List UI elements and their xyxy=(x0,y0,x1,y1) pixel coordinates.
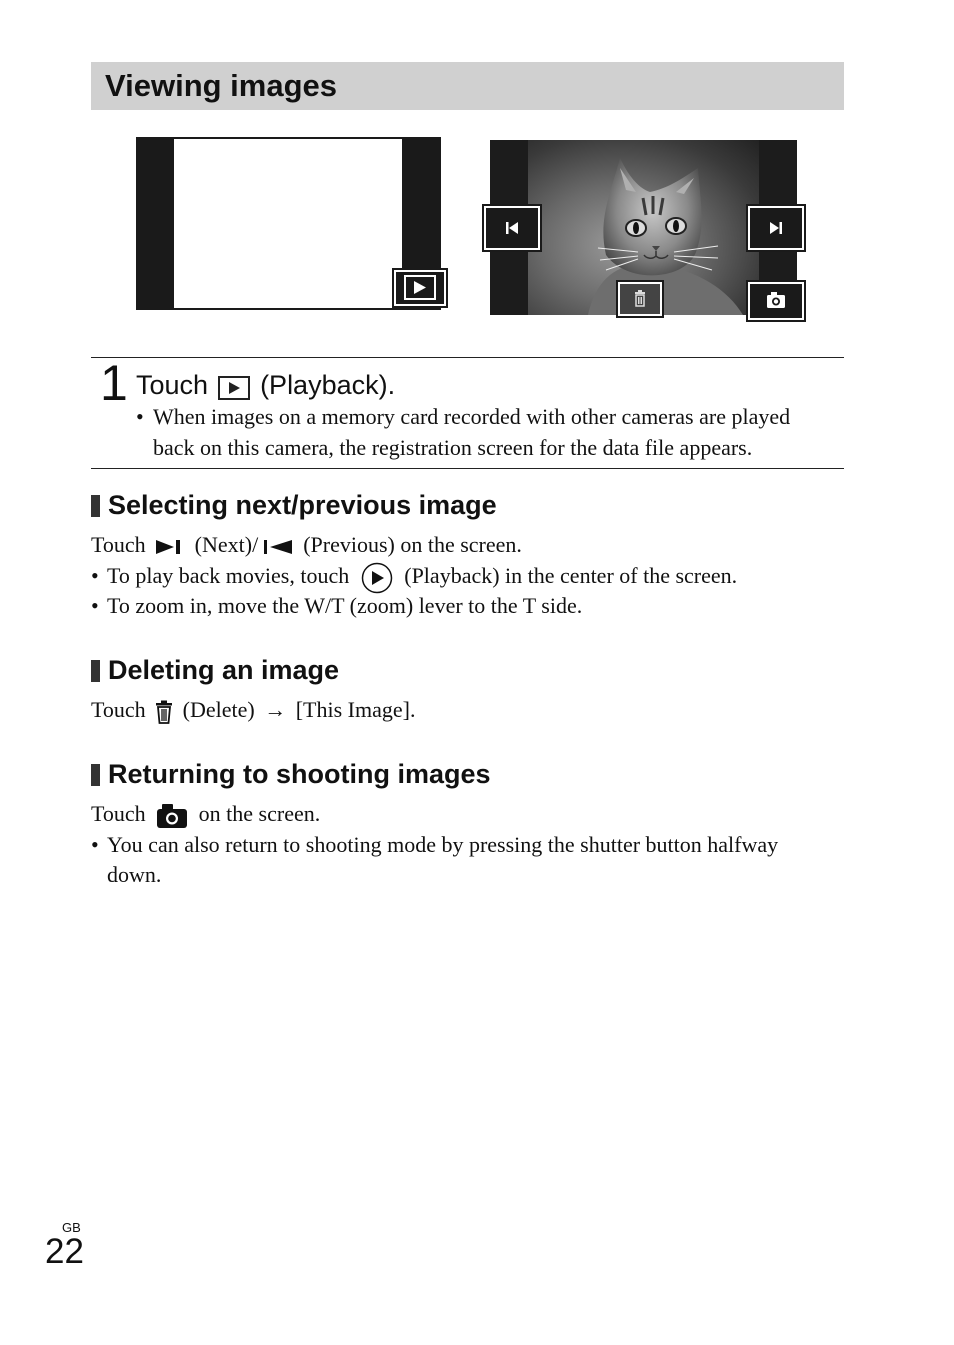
next-button[interactable] xyxy=(748,206,804,250)
heading-marker xyxy=(91,764,100,786)
shooting-mode-button[interactable] xyxy=(748,282,804,320)
arrow-icon: → xyxy=(264,697,287,722)
select-next: (Next)/ xyxy=(194,532,259,557)
select-bullet-2 xyxy=(91,591,583,621)
step-playback-label: (Playback). xyxy=(260,370,396,400)
playback-inline-icon xyxy=(218,376,250,400)
rule-top xyxy=(91,357,844,358)
heading-marker xyxy=(91,495,100,517)
play-circle-icon xyxy=(360,562,394,594)
select-bullet-1-line xyxy=(107,561,737,594)
delete-instruction xyxy=(91,695,415,725)
select-bullet-1 xyxy=(91,561,738,591)
trash-icon xyxy=(620,284,660,314)
bullet-dot: • xyxy=(91,832,99,857)
return-bullet-1-text: You can also return to shooting mode by pressing the shutter button halfway xyxy=(107,832,779,857)
return-instruction xyxy=(91,799,320,829)
step-touch-label: Touch xyxy=(136,370,209,400)
skip-next-inline-icon xyxy=(154,537,186,557)
playback-button[interactable] xyxy=(394,270,446,306)
skip-next-icon xyxy=(750,208,802,248)
return-rest: on the screen. xyxy=(198,801,321,826)
section-heading-delete xyxy=(91,655,339,686)
return-bullet-1 xyxy=(91,830,779,860)
heading-delete-text: Deleting an image xyxy=(108,655,340,685)
step-title xyxy=(136,370,395,401)
delete-touch: Touch xyxy=(91,697,146,722)
heading-return-text: Returning to shooting images xyxy=(108,759,491,789)
page-title: Viewing images xyxy=(105,68,338,103)
blank-screen xyxy=(174,139,402,308)
return-bullet-1-cont: down. xyxy=(107,862,162,887)
bullet-dot: • xyxy=(91,563,99,588)
select-touch: Touch xyxy=(91,532,146,557)
return-touch: Touch xyxy=(91,801,146,826)
heading-select-text: Selecting next/previous image xyxy=(108,490,497,520)
camera-inline-icon xyxy=(156,803,188,829)
select-instruction xyxy=(91,530,522,560)
select-bullet-2-text: To zoom in, move the W/T (zoom) lever to the T side. xyxy=(107,593,583,618)
page-number: 22 xyxy=(45,1232,84,1271)
camera-icon xyxy=(750,284,802,318)
delete-button[interactable] xyxy=(618,282,662,316)
screen-illustration-playback xyxy=(490,140,797,315)
step-note xyxy=(136,402,791,432)
bullet-dot: • xyxy=(136,404,144,429)
previous-button[interactable] xyxy=(484,206,540,250)
select-bullet-1-a: To play back movies, touch xyxy=(107,563,350,588)
rule-bottom xyxy=(91,468,844,469)
delete-label: (Delete) xyxy=(182,697,255,722)
skip-previous-inline-icon xyxy=(264,537,294,557)
delete-this-image: [This Image]. xyxy=(295,697,416,722)
bullet-dot: • xyxy=(91,593,99,618)
play-triangle-icon xyxy=(220,378,248,398)
skip-previous-icon xyxy=(486,208,538,248)
screen-illustration-before xyxy=(136,137,441,310)
trash-inline-icon xyxy=(154,700,174,724)
page-region-label: GB xyxy=(62,1220,81,1235)
section-heading-return xyxy=(91,759,491,790)
section-title-bar xyxy=(91,62,844,110)
step-note-cont: back on this camera, the registration screen for the data file appears. xyxy=(153,435,753,460)
step-note-text: When images on a memory card recorded with other cameras are played xyxy=(153,404,791,429)
section-heading-select xyxy=(91,490,497,521)
select-prev: (Previous) on the screen. xyxy=(303,532,522,557)
heading-marker xyxy=(91,660,100,682)
select-bullet-1-b: (Playback) in the center of the screen. xyxy=(404,563,738,588)
step-number: 1 xyxy=(100,355,128,411)
playback-icon xyxy=(396,272,444,304)
